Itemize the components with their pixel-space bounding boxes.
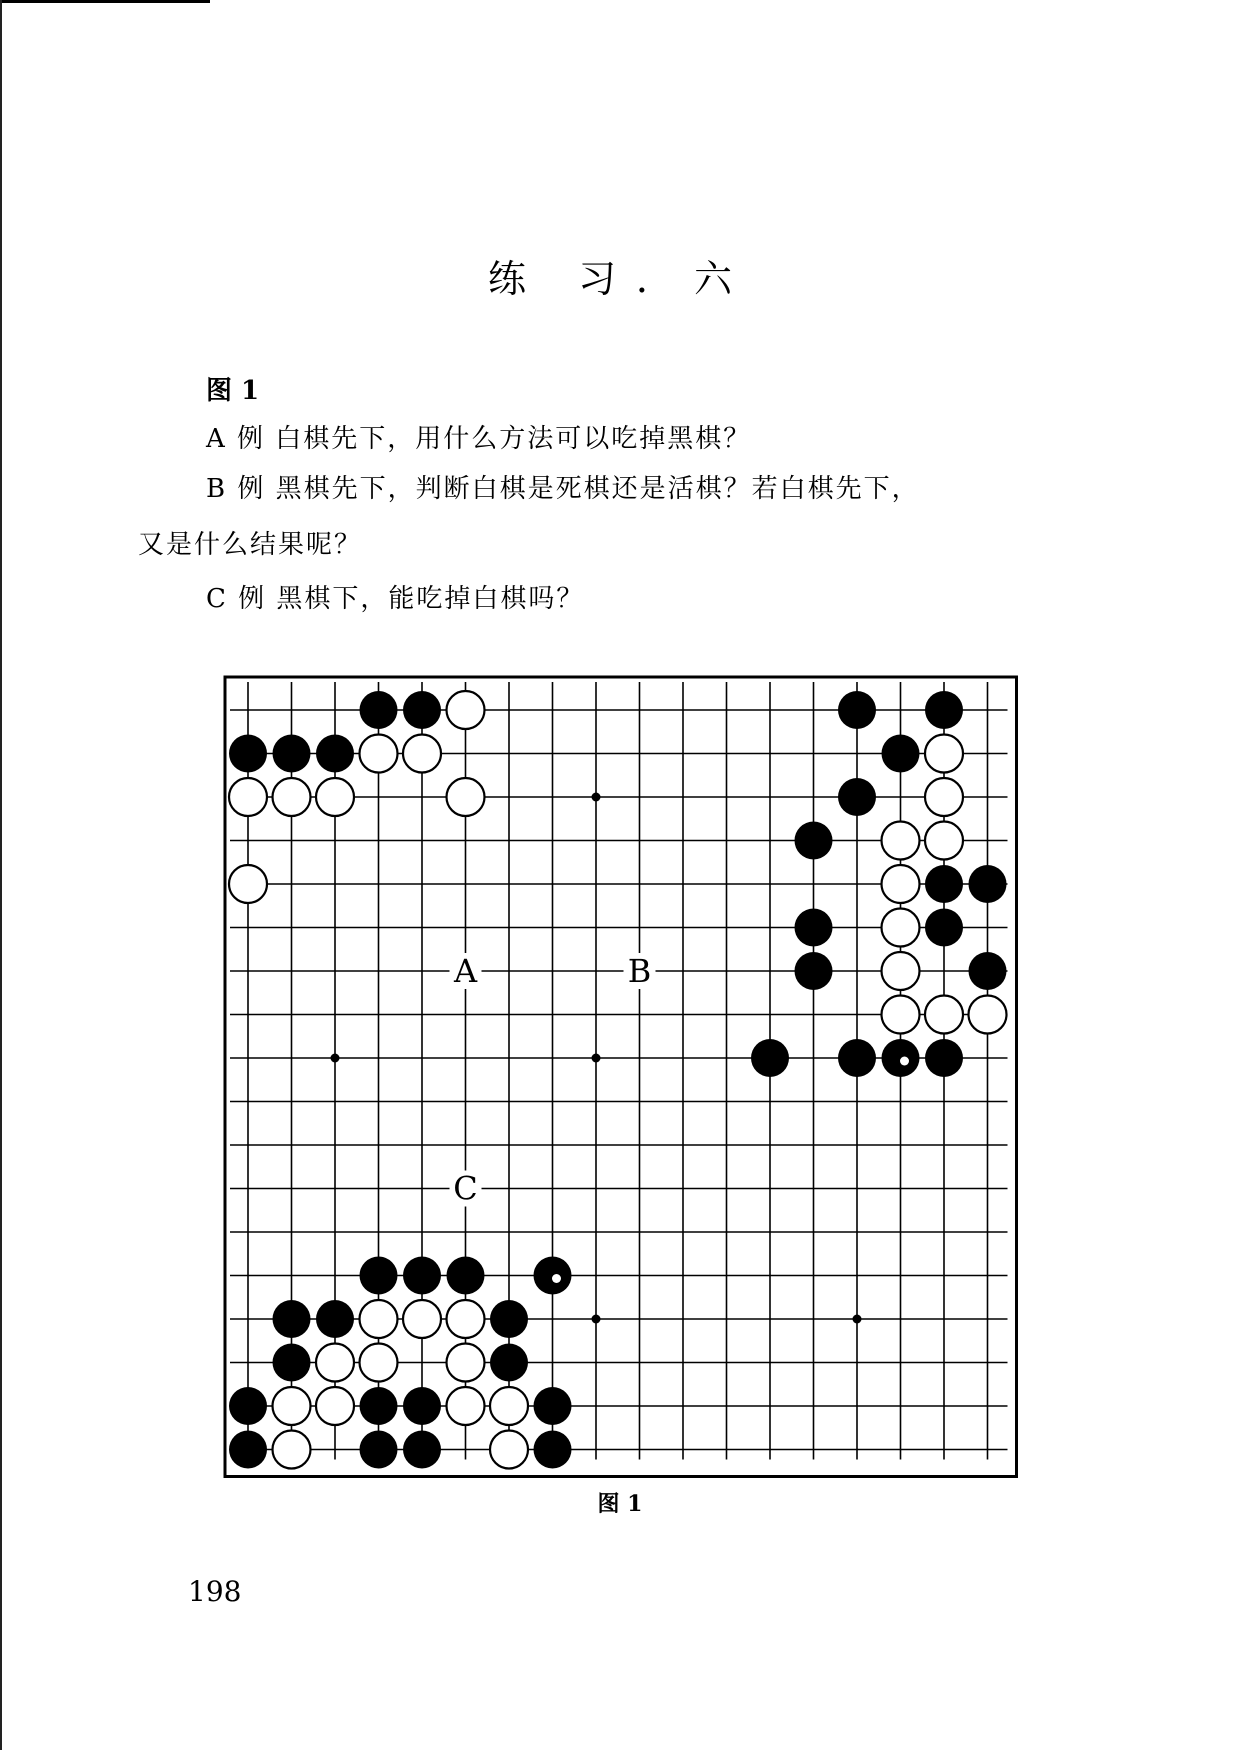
star-point bbox=[592, 1054, 601, 1063]
star-point bbox=[331, 1054, 340, 1063]
black-stone bbox=[795, 822, 833, 860]
black-stone bbox=[273, 735, 311, 773]
white-stone bbox=[229, 865, 267, 903]
white-stone bbox=[925, 735, 963, 773]
page-number: 198 bbox=[188, 1575, 242, 1608]
white-stone bbox=[447, 778, 485, 816]
black-stone bbox=[360, 1431, 398, 1469]
white-stone bbox=[273, 1387, 311, 1425]
white-stone bbox=[273, 1431, 311, 1469]
black-stone bbox=[751, 1039, 789, 1077]
white-stone bbox=[490, 1431, 528, 1469]
black-stone bbox=[925, 691, 963, 729]
black-stone bbox=[490, 1300, 528, 1338]
example-c-question: C 例 黑棋下，能吃掉白棋吗？ bbox=[206, 584, 585, 614]
example-b-question-line1: B 例 黑棋先下，判断白棋是死棋还是活棋？若白棋先下， bbox=[206, 474, 920, 504]
black-stone bbox=[316, 735, 354, 773]
white-stone bbox=[447, 1344, 485, 1382]
white-stone bbox=[273, 778, 311, 816]
point-label-a: A bbox=[453, 952, 478, 990]
white-stone bbox=[925, 778, 963, 816]
point-label-b: B bbox=[627, 952, 652, 990]
example-a-question: A 例 白棋先下，用什么方法可以吃掉黑棋？ bbox=[206, 424, 752, 454]
black-stone bbox=[447, 1257, 485, 1295]
black-stone bbox=[925, 1039, 963, 1077]
white-stone bbox=[316, 778, 354, 816]
black-stone bbox=[838, 1039, 876, 1077]
black-stone bbox=[795, 909, 833, 947]
stone-marker bbox=[552, 1274, 561, 1283]
white-stone bbox=[403, 735, 441, 773]
black-stone bbox=[403, 1257, 441, 1295]
example-b-question-line2: 又是什么结果呢？ bbox=[138, 530, 363, 560]
white-stone bbox=[360, 735, 398, 773]
black-stone bbox=[838, 691, 876, 729]
white-stone bbox=[882, 996, 920, 1034]
point-label-c: C bbox=[453, 1169, 478, 1208]
white-stone bbox=[229, 778, 267, 816]
black-stone bbox=[229, 735, 267, 773]
black-stone bbox=[969, 865, 1007, 903]
black-stone bbox=[882, 735, 920, 773]
black-stone bbox=[925, 865, 963, 903]
black-stone bbox=[969, 952, 1007, 990]
white-stone bbox=[316, 1387, 354, 1425]
white-stone bbox=[447, 1300, 485, 1338]
black-stone bbox=[360, 691, 398, 729]
white-stone bbox=[882, 865, 920, 903]
black-stone bbox=[316, 1300, 354, 1338]
white-stone bbox=[882, 952, 920, 990]
star-point bbox=[592, 1315, 601, 1324]
black-stone bbox=[490, 1344, 528, 1382]
white-stone bbox=[447, 1387, 485, 1425]
white-stone bbox=[882, 822, 920, 860]
white-stone bbox=[360, 1300, 398, 1338]
white-stone bbox=[925, 822, 963, 860]
white-stone bbox=[490, 1387, 528, 1425]
black-stone bbox=[273, 1344, 311, 1382]
star-point bbox=[853, 1315, 862, 1324]
page-title: 练 习．六 bbox=[487, 257, 753, 301]
black-stone bbox=[534, 1257, 572, 1295]
stone-marker bbox=[900, 1057, 909, 1066]
go-board-diagram bbox=[190, 655, 1050, 1485]
black-stone bbox=[403, 1431, 441, 1469]
black-stone bbox=[229, 1431, 267, 1469]
black-stone bbox=[403, 1387, 441, 1425]
black-stone bbox=[882, 1039, 920, 1077]
black-stone bbox=[273, 1300, 311, 1338]
black-stone bbox=[925, 909, 963, 947]
page-top-rule bbox=[0, 0, 210, 3]
white-stone bbox=[882, 909, 920, 947]
black-stone bbox=[838, 778, 876, 816]
black-stone bbox=[795, 952, 833, 990]
white-stone bbox=[969, 996, 1007, 1034]
black-stone bbox=[360, 1387, 398, 1425]
black-stone bbox=[534, 1387, 572, 1425]
black-stone bbox=[229, 1387, 267, 1425]
white-stone bbox=[360, 1344, 398, 1382]
star-point bbox=[592, 793, 601, 802]
white-stone bbox=[316, 1344, 354, 1382]
white-stone bbox=[925, 996, 963, 1034]
figure-label: 图 1 bbox=[206, 376, 260, 406]
black-stone bbox=[403, 691, 441, 729]
black-stone bbox=[360, 1257, 398, 1295]
white-stone bbox=[447, 691, 485, 729]
figure-caption: 图 1 bbox=[597, 1491, 643, 1517]
black-stone bbox=[534, 1431, 572, 1469]
white-stone bbox=[403, 1300, 441, 1338]
